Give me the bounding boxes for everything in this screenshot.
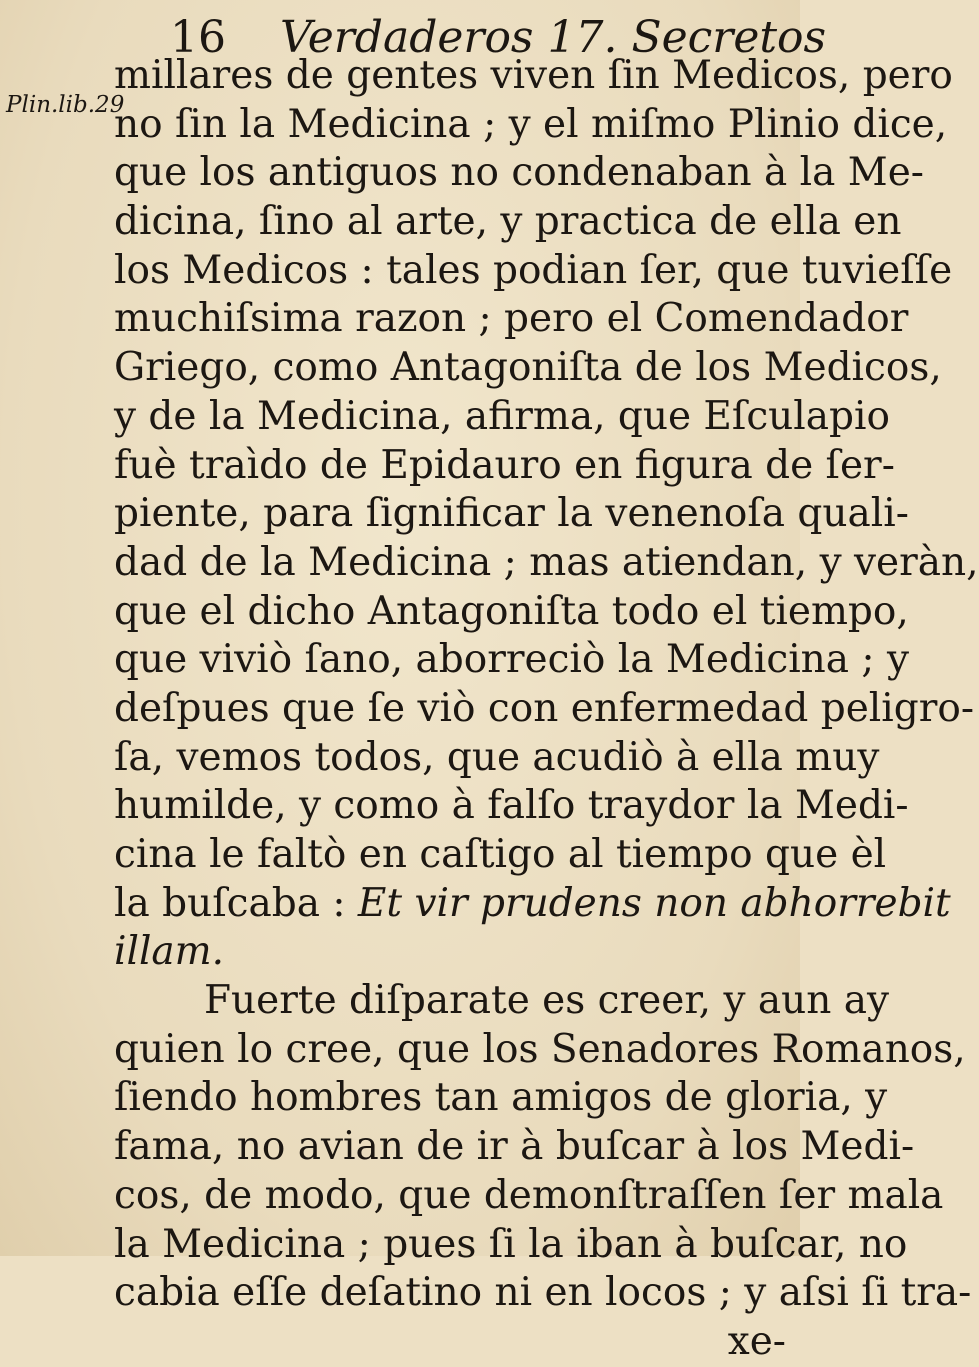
text-line: Griego, como Antagoniſta de los Medicos, (114, 345, 942, 391)
catchword: xe- (727, 1318, 786, 1364)
text-line: piente, para ſignificar la venenoſa quali- (114, 491, 909, 537)
text-line: muchiſsima razon ; pero el Comendador (114, 296, 909, 342)
page-number: 16 (170, 12, 226, 63)
text-line: cabia eſſe deſatino ni en locos ; y aſsi ſi tra- (114, 1270, 972, 1316)
text-line: fama, no avian de ir à buſcar à los Medi- (114, 1124, 915, 1170)
text-line-paragraph-start: Fuerte diſparate es creer, y aun ay (204, 978, 890, 1024)
text-line-with-quote (114, 880, 951, 929)
text-line: la Medicina ; pues ſi la iban à buſcar, no (114, 1221, 908, 1267)
text-line: dad de la Medicina ; mas atiendan, y veràn, (114, 539, 979, 585)
text-line: quien lo cree, que los Senadores Romanos, (114, 1026, 966, 1072)
text-segment: la buſcaba : (114, 880, 346, 926)
text-line: que viviò ſano, aborreciò la Medicina ; y (114, 637, 910, 683)
text-line: cos, de modo, que demonſtraſſen ſer mala (114, 1172, 944, 1218)
text-line: fuè traìdo de Epidauro en figura de ſer- (114, 442, 895, 488)
text-line: no ſin la Medicina ; y el miſmo Plinio dice, (114, 101, 948, 147)
running-title: Verdaderos 17. Secretos (280, 12, 827, 63)
text-line: ſiendo hombres tan amigos de gloria, y (114, 1075, 888, 1121)
margin-note: Plin.lib.29 (6, 92, 125, 118)
body-text (114, 52, 979, 1367)
text-line: deſpues que ſe viò con enfermedad peligro- (114, 685, 974, 731)
text-line: que el dicho Antagoniſta todo el tiempo, (114, 588, 909, 634)
latin-quote: Et vir prudens non abhorrebit (357, 880, 951, 926)
text-line: los Medicos : tales podian ſer, que tuvieſſe (114, 247, 953, 293)
text-line: dicina, ſino al arte, y practica de ella en (114, 199, 902, 245)
text-line: y de la Medicina, afirma, que Eſculapio (114, 393, 890, 439)
text-line: millares de gentes viven ſin Medicos, pero (114, 53, 953, 98)
text-line: humilde, y como à falſo traydor la Medi- (114, 783, 909, 829)
text-line: cina le faltò en caſtigo al tiempo que èl (114, 832, 887, 877)
text-line: que los antiguos no condenaban à la Me- (114, 150, 924, 196)
text-line-italic: illam. (114, 929, 225, 975)
text-line: ſa, vemos todos, que acudiò à ella muy (114, 734, 880, 780)
